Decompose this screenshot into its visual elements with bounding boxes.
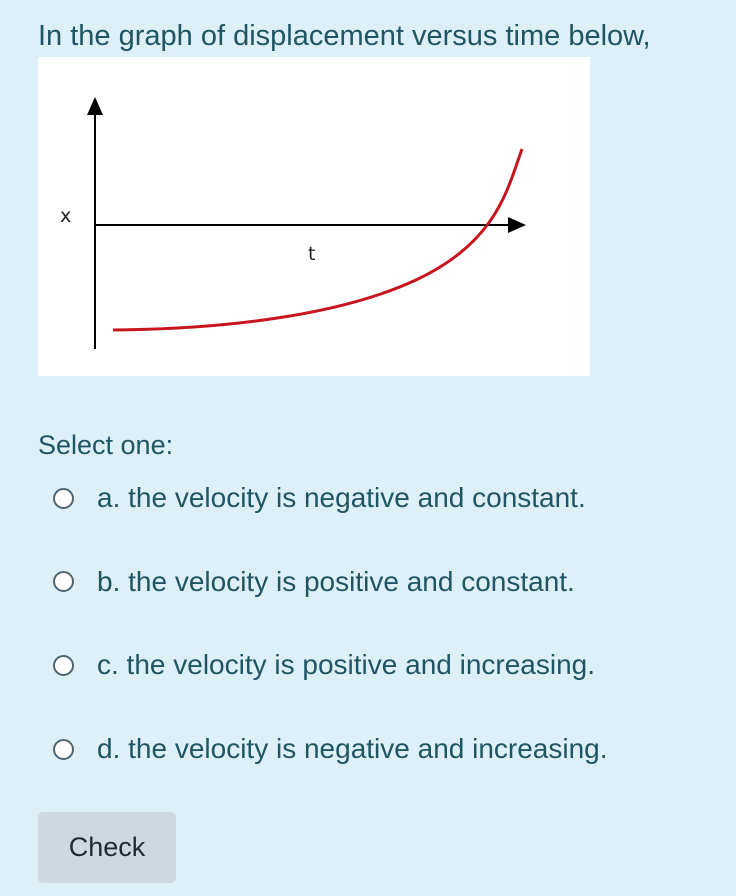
question-text: In the graph of displacement versus time below, (38, 20, 651, 52)
select-one-prompt: Select one: (38, 430, 174, 460)
y-axis-arrowhead (87, 97, 103, 115)
option-d-label[interactable]: d. the velocity is negative and increasing. (97, 733, 608, 765)
y-axis-label: x (60, 205, 72, 227)
option-a-label[interactable]: a. the velocity is negative and constant. (97, 482, 586, 513)
radio-b[interactable] (53, 571, 74, 592)
x-axis-arrowhead (508, 217, 526, 233)
option-d[interactable] (53, 721, 713, 777)
option-b-label[interactable]: b. the velocity is positive and constant. (97, 565, 575, 597)
option-c-label[interactable]: c. the velocity is positive and increasing. (97, 649, 596, 681)
displacement-time-graph (38, 57, 590, 376)
option-b[interactable] (53, 554, 713, 610)
radio-a[interactable] (53, 488, 74, 509)
graph-svg (38, 57, 590, 376)
displacement-curve (113, 149, 522, 330)
radio-c[interactable] (53, 655, 74, 676)
option-c[interactable] (53, 637, 713, 693)
answer-options (53, 470, 713, 805)
check-button[interactable]: Check (38, 812, 176, 883)
x-axis-label: t (308, 243, 316, 265)
radio-d[interactable] (53, 739, 74, 760)
option-a[interactable] (53, 470, 713, 526)
